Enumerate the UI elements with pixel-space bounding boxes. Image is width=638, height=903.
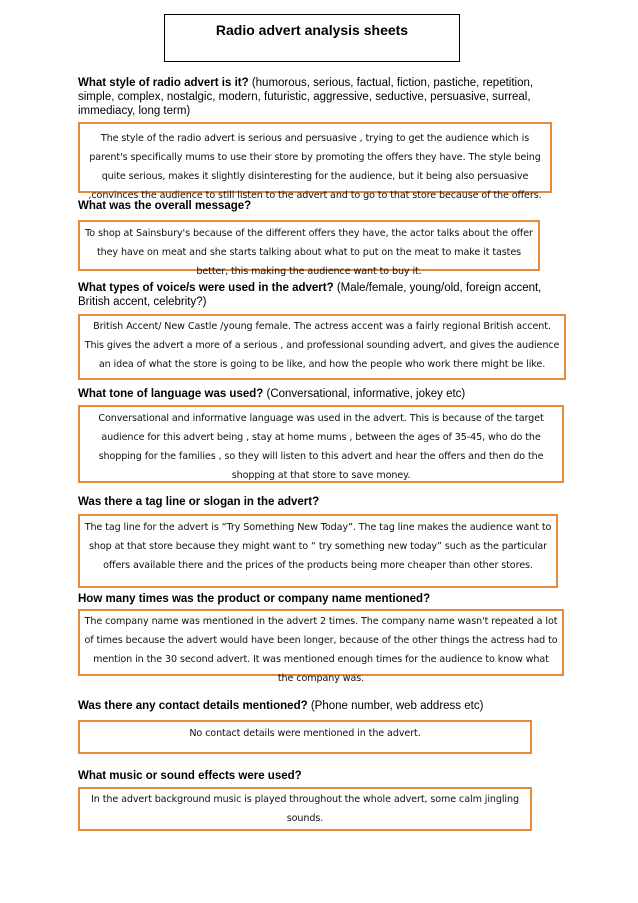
question-style xyxy=(78,76,558,118)
answer-box-mentions: The company name was mentioned in the advert 2 times. The company name wasn't repeated a lot of times because the advert would have been longer, because of the other things the actress had to mention in the 30 second advert. It was mentioned enough times for the audience to know what the company was. xyxy=(78,609,564,676)
page-title: Radio advert analysis sheets xyxy=(164,14,460,62)
question-text: What style of radio advert is it? xyxy=(78,77,249,89)
question-tone xyxy=(78,387,558,401)
answer-box-contact: No contact details were mentioned in the advert. xyxy=(78,720,532,754)
question-contact xyxy=(78,699,558,713)
question-voices xyxy=(78,281,558,309)
question-text: Was there a tag line or slogan in the advert? xyxy=(78,496,320,508)
question-mentions xyxy=(78,592,558,606)
question-text: What was the overall message? xyxy=(78,200,252,212)
answer-box-tone: Conversational and informative language was used in the advert. This is because of the target audience for this advert being , stay at home mums , between the ages of 35-45, who do the shopping for the families , so they will listen to this advert and hear the offers and then do the shopping at that store to save money. xyxy=(78,405,564,483)
question-music xyxy=(78,769,558,783)
answer-box-tagline: The tag line for the advert is “Try Something New Today”. The tag line makes the audience want to shop at that store because they might want to “ try something new today” such as the particular offers available there and the prices of the products being more cheaper than other stores. xyxy=(78,514,558,588)
question-hint: (Conversational, informative, jokey etc) xyxy=(263,388,466,400)
answer-box-message: To shop at Sainsbury's because of the different offers they have, the actor talks about the offer they have on meat and she starts talking about what to put on the meat to make it tastes better, this making the audience want to buy it. xyxy=(78,220,540,271)
answer-box-voices: British Accent/ New Castle /young female. The actress accent was a fairly regional British accent. This gives the advert a more of a serious , and professional sounding advert, and gives the audience an idea of what the store is going to be like, and how the people who work there might be like. xyxy=(78,314,566,380)
question-tagline xyxy=(78,495,558,509)
answer-box-music: In the advert background music is played throughout the whole advert, some calm jingling sounds. xyxy=(78,787,532,831)
question-text: What tone of language was used? xyxy=(78,388,264,400)
question-text: What types of voice/s were used in the advert? xyxy=(78,282,334,294)
question-hint: (Phone number, web address etc) xyxy=(307,700,484,712)
question-message xyxy=(78,199,558,213)
question-hint: (Male/female, young/old, foreign accent, British accent, celebrity?) xyxy=(78,282,542,308)
answer-box-style: The style of the radio advert is serious and persuasive , trying to get the audience which is parent's specifically mums to use their store by promoting the offers they have. The style being quite serious, makes it slightly disinteresting for the audience, but it being also persuasive ,convinces the audience to still listen to the advert and to go to that store because of the offers. xyxy=(78,122,552,193)
question-hint: (humorous, serious, factual, fiction, pastiche, repetition, simple, complex, nostalgic, modern, futuristic, aggressive, seductive, persuasive, surreal, immediacy, long term) xyxy=(78,77,534,117)
question-text: How many times was the product or company name mentioned? xyxy=(78,593,431,605)
question-text: What music or sound effects were used? xyxy=(78,770,302,782)
question-text: Was there any contact details mentioned? xyxy=(78,700,308,712)
